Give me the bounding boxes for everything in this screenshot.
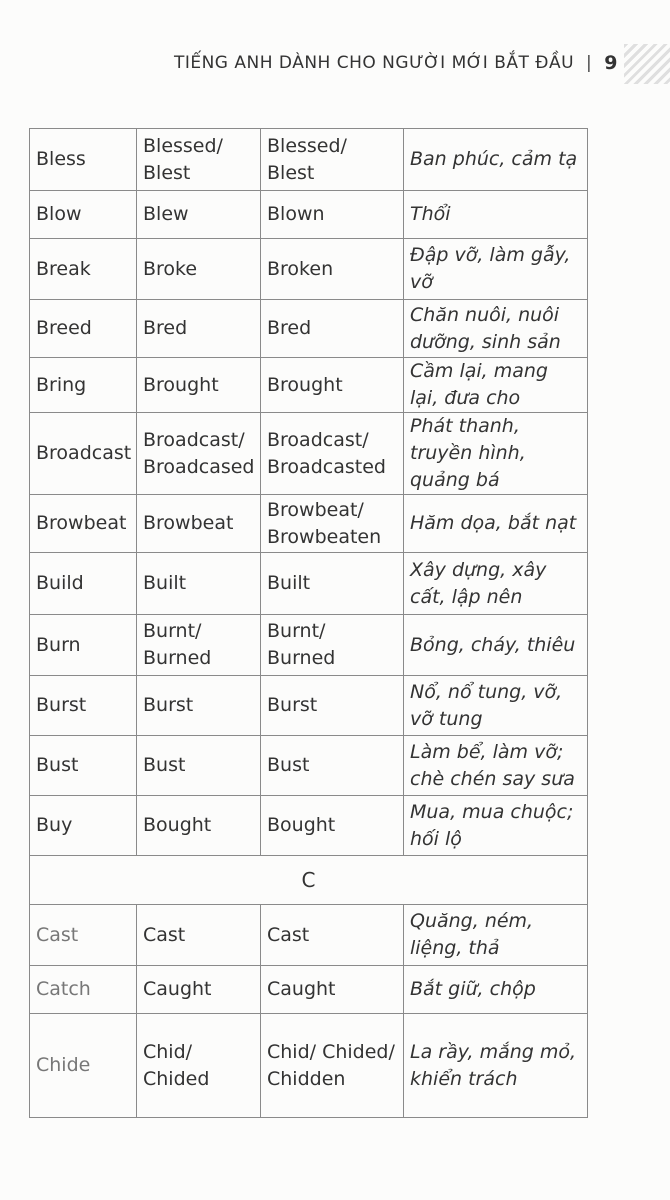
table-row	[30, 129, 588, 191]
past-participle: Burnt/ Burned	[261, 615, 404, 676]
past-form: Caught	[137, 966, 261, 1014]
past-participle: Chid/ Chided/ Chidden	[261, 1014, 404, 1118]
table-row	[30, 358, 588, 413]
base-form: Blow	[30, 191, 137, 239]
base-form: Cast	[30, 905, 137, 966]
meaning: Phát thanh, truyền hình, quảng bá	[404, 413, 588, 495]
past-participle: Built	[261, 553, 404, 615]
past-participle: Bust	[261, 736, 404, 796]
past-form: Bred	[137, 300, 261, 358]
table-row	[30, 966, 588, 1014]
table-row	[30, 495, 588, 553]
past-form: Built	[137, 553, 261, 615]
meaning: Chăn nuôi, nuôi dưỡng, sinh sản	[404, 300, 588, 358]
meaning: Nổ, nổ tung, vỡ, vỡ tung	[404, 676, 588, 736]
base-form: Break	[30, 239, 137, 300]
page-number: 9	[604, 52, 618, 74]
past-form: Blew	[137, 191, 261, 239]
table-row	[30, 300, 588, 358]
base-form: Chide	[30, 1014, 137, 1118]
page-header	[174, 52, 618, 74]
meaning: Cầm lại, mang lại, đưa cho	[404, 358, 588, 413]
past-participle: Brought	[261, 358, 404, 413]
meaning: Xây dựng, xây cất, lập nên	[404, 553, 588, 615]
past-form: Chid/ Chided	[137, 1014, 261, 1118]
meaning: Ban phúc, cảm tạ	[404, 129, 588, 191]
past-participle: Cast	[261, 905, 404, 966]
past-form: Burst	[137, 676, 261, 736]
base-form: Buy	[30, 796, 137, 856]
meaning: Làm bể, làm vỡ; chè chén say sưa	[404, 736, 588, 796]
base-form: Build	[30, 553, 137, 615]
meaning: Thổi	[404, 191, 588, 239]
past-participle: Blessed/ Blest	[261, 129, 404, 191]
past-participle: Burst	[261, 676, 404, 736]
base-form: Broadcast	[30, 413, 137, 495]
meaning: Bỏng, cháy, thiêu	[404, 615, 588, 676]
meaning: Mua, mua chuộc; hối lộ	[404, 796, 588, 856]
table-row	[30, 413, 588, 495]
table-row	[30, 676, 588, 736]
table-row	[30, 191, 588, 239]
past-participle: Caught	[261, 966, 404, 1014]
past-participle: Browbeat/ Browbeaten	[261, 495, 404, 553]
past-form: Brought	[137, 358, 261, 413]
base-form: Bust	[30, 736, 137, 796]
table-row	[30, 905, 588, 966]
section-letter: C	[30, 856, 588, 905]
header-separator: |	[586, 53, 593, 73]
table-row	[30, 796, 588, 856]
meaning: Hăm dọa, bắt nạt	[404, 495, 588, 553]
past-form: Blessed/ Blest	[137, 129, 261, 191]
base-form: Burn	[30, 615, 137, 676]
past-form: Broadcast/ Broadcased	[137, 413, 261, 495]
past-participle: Bred	[261, 300, 404, 358]
meaning: Đập vỡ, làm gẫy, vỡ	[404, 239, 588, 300]
base-form: Catch	[30, 966, 137, 1014]
table-row	[30, 239, 588, 300]
meaning: Quăng, ném, liệng, thả	[404, 905, 588, 966]
meaning: Bắt giữ, chộp	[404, 966, 588, 1014]
past-form: Bought	[137, 796, 261, 856]
table-row	[30, 553, 588, 615]
table-row	[30, 615, 588, 676]
past-participle: Blown	[261, 191, 404, 239]
past-participle: Broadcast/ Broadcasted	[261, 413, 404, 495]
past-form: Browbeat	[137, 495, 261, 553]
past-form: Bust	[137, 736, 261, 796]
decorative-stripes	[624, 44, 670, 84]
table-row	[30, 1014, 588, 1118]
section-header-row	[30, 856, 588, 905]
book-title: TIẾNG ANH DÀNH CHO NGƯỜI MỚI BẮT ĐẦU	[173, 53, 575, 73]
base-form: Bring	[30, 358, 137, 413]
irregular-verbs-table	[29, 128, 588, 1118]
base-form: Bless	[30, 129, 137, 191]
past-form: Burnt/ Burned	[137, 615, 261, 676]
past-participle: Broken	[261, 239, 404, 300]
base-form: Browbeat	[30, 495, 137, 553]
past-participle: Bought	[261, 796, 404, 856]
past-form: Cast	[137, 905, 261, 966]
base-form: Breed	[30, 300, 137, 358]
past-form: Broke	[137, 239, 261, 300]
base-form: Burst	[30, 676, 137, 736]
table-row	[30, 736, 588, 796]
meaning: La rầy, mắng mỏ, khiển trách	[404, 1014, 588, 1118]
